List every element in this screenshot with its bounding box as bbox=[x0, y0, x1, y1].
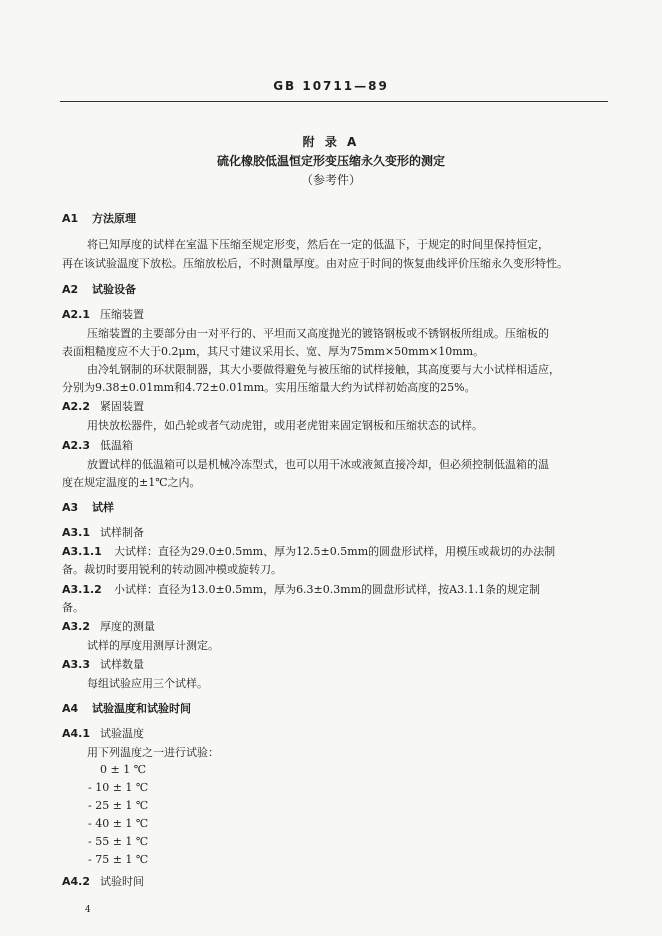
temperature-item: - 75 ± 1 ℃ bbox=[88, 853, 149, 866]
annex-note: （参考件） bbox=[300, 173, 361, 187]
subsection-number: A2.2 bbox=[62, 400, 90, 413]
section-number: A2 bbox=[62, 283, 79, 296]
paragraph: 压缩装置的主要部分由一对平行的、平坦而又高度抛光的镀铬钢板或不锈钢板所组成。压缩板的 bbox=[87, 327, 549, 340]
paragraph: 小试样：直径为13.0±0.5mm，厚为6.3±0.3mm的圆盘形试样，按A3.1.1条的规定制 bbox=[114, 583, 541, 596]
paragraph: 表面粗糙度应不大于0.2μm，其尺寸建议采用长、宽、厚为75mm×50mm×10mm。 bbox=[62, 345, 485, 358]
subsection-title: 低温箱 bbox=[100, 439, 133, 452]
temperature-item: - 25 ± 1 ℃ bbox=[88, 799, 149, 812]
paragraph: 用下列温度之一进行试验： bbox=[87, 746, 219, 759]
clause-number: A3.1.1 bbox=[62, 545, 102, 558]
subsection-title: 紧固装置 bbox=[100, 400, 144, 413]
subsection-number: A3.3 bbox=[62, 658, 90, 671]
section-title: 试验设备 bbox=[92, 283, 136, 296]
section-a3-heading bbox=[62, 499, 114, 515]
section-number: A4 bbox=[62, 702, 79, 715]
subsection-title: 试样数量 bbox=[100, 658, 144, 671]
subsection-a2-3-heading bbox=[62, 437, 133, 453]
temperature-item: 0 ± 1 ℃ bbox=[100, 763, 147, 776]
paragraph: 分别为9.38±0.01mm和4.72±0.01mm。实用压缩量大约为试样初始高度的25%。 bbox=[62, 381, 476, 394]
subsection-a2-1-heading bbox=[62, 306, 144, 322]
section-a2-heading bbox=[62, 281, 136, 297]
section-number: A3 bbox=[62, 501, 79, 514]
paragraph: 再在该试验温度下放松。压缩放松后，不时测量厚度。由对应于时间的恢复曲线评价压缩永久变形特性。 bbox=[62, 257, 568, 270]
subsection-number: A4.1 bbox=[62, 727, 90, 740]
header-rule bbox=[60, 101, 608, 102]
paragraph: 用快放松器件，如凸轮或者气动虎钳，或用老虎钳来固定钢板和压缩状态的试样。 bbox=[87, 419, 483, 432]
paragraph: 度在规定温度的±1℃之内。 bbox=[62, 476, 201, 489]
subsection-number: A2.1 bbox=[62, 308, 90, 321]
subsection-number: A4.2 bbox=[62, 875, 90, 888]
subsection-a3-2-heading bbox=[62, 618, 155, 634]
subsection-number: A2.3 bbox=[62, 439, 90, 452]
clause-number: A3.1.2 bbox=[62, 583, 102, 596]
subsection-a3-3-heading bbox=[62, 656, 144, 672]
clause-a3-1-1 bbox=[62, 543, 555, 559]
subsection-title: 试样制备 bbox=[100, 526, 144, 539]
section-number: A1 bbox=[62, 212, 79, 225]
subsection-title: 厚度的测量 bbox=[100, 620, 155, 633]
section-title: 试验温度和试验时间 bbox=[92, 702, 191, 715]
section-title: 方法原理 bbox=[92, 212, 136, 225]
paragraph: 备。 bbox=[62, 601, 84, 614]
paragraph: 备。裁切时要用锐利的转动圆冲模或旋转刀。 bbox=[62, 563, 282, 576]
subsection-a3-1-heading bbox=[62, 524, 144, 540]
paragraph: 大试样：直径为29.0±0.5mm、厚为12.5±0.5mm的圆盘形试样，用模压或裁切的办法制 bbox=[114, 545, 556, 558]
subsection-title: 压缩装置 bbox=[100, 308, 144, 321]
paragraph: 由冷轧钢制的环状限制器，其大小要做得避免与被压缩的试样接触，其高度要与大小试样相适应， bbox=[87, 363, 560, 376]
page-number: 4 bbox=[85, 905, 91, 915]
subsection-title: 试验时间 bbox=[100, 875, 144, 888]
subsection-a2-2-heading bbox=[62, 398, 144, 414]
temperature-item: - 10 ± 1 ℃ bbox=[88, 781, 149, 794]
subsection-number: A3.1 bbox=[62, 526, 90, 539]
subsection-a4-2-heading bbox=[62, 873, 144, 889]
subsection-a4-1-heading bbox=[62, 725, 144, 741]
section-title: 试样 bbox=[92, 501, 114, 514]
temperature-item: - 55 ± 1 ℃ bbox=[88, 835, 149, 848]
annex-title: 附 录 A bbox=[302, 135, 360, 149]
subsection-number: A3.2 bbox=[62, 620, 90, 633]
paragraph: 放置试样的低温箱可以是机械冷冻型式，也可以用干冰或液氮直接冷却，但必须控制低温箱的温 bbox=[87, 458, 549, 471]
standard-number: GB 10711—89 bbox=[273, 79, 389, 93]
subsection-title: 试验温度 bbox=[100, 727, 144, 740]
clause-a3-1-2 bbox=[62, 581, 540, 597]
annex-subtitle: 硫化橡胶低温恒定形变压缩永久变形的测定 bbox=[216, 154, 445, 168]
section-a1-heading bbox=[62, 210, 136, 226]
section-a4-heading bbox=[62, 700, 191, 716]
paragraph: 每组试验应用三个试样。 bbox=[87, 677, 208, 690]
temperature-item: - 40 ± 1 ℃ bbox=[88, 817, 149, 830]
paragraph: 试样的厚度用测厚计测定。 bbox=[87, 639, 219, 652]
paragraph: 将已知厚度的试样在室温下压缩至规定形变，然后在一定的低温下，于规定的时间里保持恒定， bbox=[87, 238, 549, 251]
